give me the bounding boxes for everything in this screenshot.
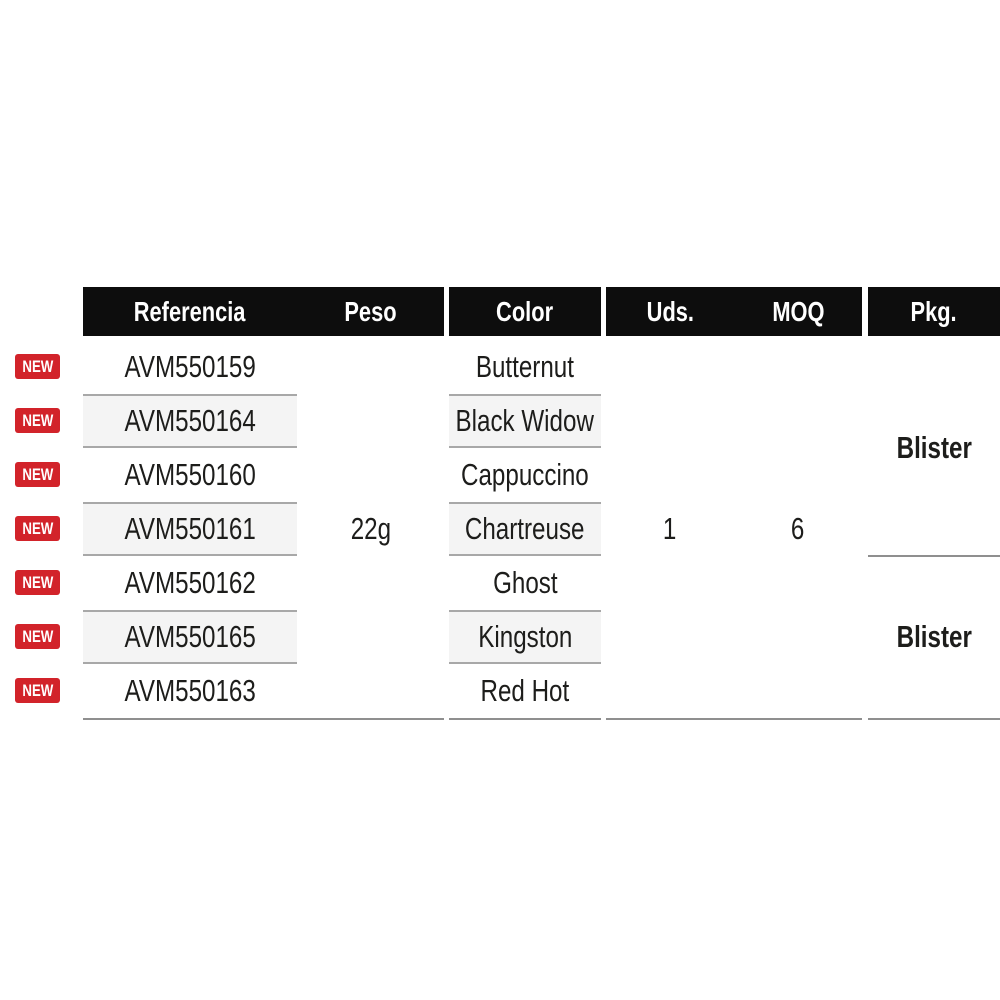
color-cell: [449, 610, 601, 664]
referencia-value: AVM550164: [124, 403, 256, 438]
referencia-cell: [83, 502, 297, 556]
referencia-value: AVM550161: [124, 511, 256, 546]
color-value: Ghost: [492, 565, 558, 600]
color-cell: [449, 664, 601, 718]
new-badge-label: NEW: [22, 680, 53, 700]
pkg-merged-cell-group2: [868, 556, 1000, 718]
table-bottom-rule: [868, 718, 1000, 720]
column-header-peso-label: Peso: [344, 295, 397, 327]
table-bottom-rule: [606, 718, 862, 720]
color-value: Cappuccino: [461, 457, 589, 492]
referencia-cell: [83, 448, 297, 502]
color-value: Butternut: [475, 349, 575, 384]
column-header-referencia-label: Referencia: [134, 295, 246, 327]
new-badge-label: NEW: [22, 410, 53, 430]
column-header-color-label: Color: [496, 295, 554, 327]
column-header-uds-label: Uds.: [646, 295, 694, 327]
referencia-cell: [83, 556, 297, 610]
column-header-referencia: [83, 287, 297, 336]
new-badge: [15, 570, 60, 595]
pkg-value-group2: Blister: [896, 619, 972, 654]
pkg-group-divider-line: [868, 555, 1000, 557]
new-badge: [15, 408, 60, 433]
new-badge: [15, 624, 60, 649]
new-badge: [15, 678, 60, 703]
new-badge: [15, 516, 60, 541]
new-badge-label: NEW: [22, 356, 53, 376]
table-bottom-rule: [449, 718, 601, 720]
peso-value: 22g: [350, 511, 391, 546]
color-cell: [449, 448, 601, 502]
referencia-cell: [83, 610, 297, 664]
table-bottom-rule: [83, 718, 444, 720]
moq-value: 6: [791, 511, 805, 546]
uds-merged-cell: [606, 340, 734, 718]
color-value: Kingston: [477, 619, 573, 654]
new-badge-label: NEW: [22, 626, 53, 646]
uds-value: 1: [663, 511, 677, 546]
column-header-moq-label: MOQ: [771, 295, 825, 327]
moq-merged-cell: [734, 340, 862, 718]
color-cell: [449, 556, 601, 610]
referencia-cell: [83, 340, 297, 394]
color-cell: [449, 340, 601, 394]
column-header-pkg: [868, 287, 1000, 336]
pkg-value-group1: Blister: [896, 430, 972, 465]
color-value: Black Widow: [455, 403, 595, 438]
referencia-value: AVM550163: [124, 673, 256, 708]
referencia-value: AVM550165: [124, 619, 256, 654]
new-badge-label: NEW: [22, 572, 53, 592]
new-badge: [15, 462, 60, 487]
column-header-color: [449, 287, 601, 336]
referencia-value: AVM550159: [124, 349, 256, 384]
color-value: Chartreuse: [465, 511, 585, 546]
column-header-pkg-label: Pkg.: [910, 295, 958, 327]
referencia-cell: [83, 394, 297, 448]
color-cell: [449, 502, 601, 556]
pkg-merged-cell-group1: [868, 340, 1000, 556]
color-value: Red Hot: [480, 673, 570, 708]
column-header-uds: [606, 287, 734, 336]
color-cell: [449, 394, 601, 448]
referencia-cell: [83, 664, 297, 718]
referencia-value: AVM550160: [124, 457, 256, 492]
column-header-peso: [297, 287, 444, 336]
new-badge: [15, 354, 60, 379]
peso-merged-cell: [297, 340, 444, 718]
column-header-moq: [734, 287, 862, 336]
new-badge-label: NEW: [22, 518, 53, 538]
referencia-value: AVM550162: [124, 565, 256, 600]
new-badge-label: NEW: [22, 464, 53, 484]
